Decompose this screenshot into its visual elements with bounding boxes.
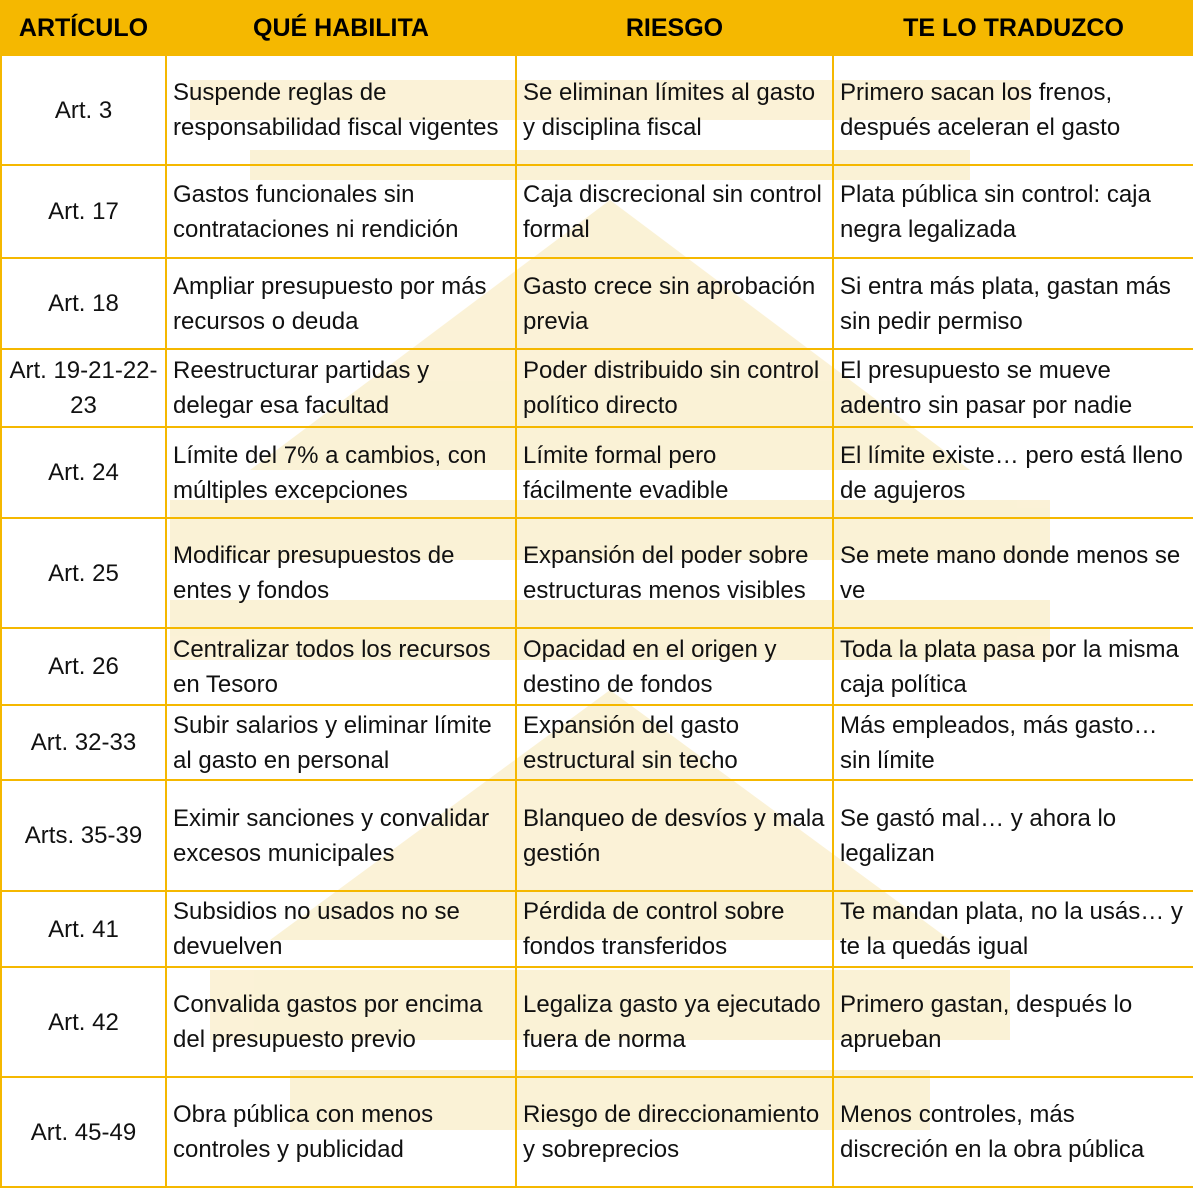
table-row xyxy=(1,1077,1193,1187)
cell-traduzco: Se gastó mal… y ahora lo legalizan xyxy=(833,780,1193,891)
cell-traduzco: El presupuesto se mueve adentro sin pasar por nadie xyxy=(833,349,1193,427)
cell-riesgo: Riesgo de direccionamiento y sobreprecios xyxy=(516,1077,833,1187)
cell-riesgo: Caja discrecional sin control formal xyxy=(516,165,833,258)
table-row xyxy=(1,967,1193,1077)
cell-traduzco: Menos controles, más discreción en la obra pública xyxy=(833,1077,1193,1187)
header-row xyxy=(1,1,1193,55)
cell-traduzco: Toda la plata pasa por la misma caja política xyxy=(833,628,1193,705)
cell-traduzco: Primero sacan los frenos, después aceleran el gasto xyxy=(833,55,1193,165)
cell-riesgo: Pérdida de control sobre fondos transferidos xyxy=(516,891,833,967)
table-row xyxy=(1,349,1193,427)
cell-traduzco: El límite existe… pero está lleno de agujeros xyxy=(833,427,1193,518)
cell-habilita: Subsidios no usados no se devuelven xyxy=(166,891,516,967)
cell-articulo: Art. 17 xyxy=(1,165,166,258)
cell-habilita: Centralizar todos los recursos en Tesoro xyxy=(166,628,516,705)
cell-articulo: Art. 45-49 xyxy=(1,1077,166,1187)
table-row xyxy=(1,628,1193,705)
table-row xyxy=(1,780,1193,891)
cell-riesgo: Gasto crece sin aprobación previa xyxy=(516,258,833,349)
header-que-habilita: QUÉ HABILITA xyxy=(166,1,516,55)
cell-riesgo: Opacidad en el origen y destino de fondos xyxy=(516,628,833,705)
cell-articulo: Art. 18 xyxy=(1,258,166,349)
cell-riesgo: Blanqueo de desvíos y mala gestión xyxy=(516,780,833,891)
cell-traduzco: Primero gastan, después lo aprueban xyxy=(833,967,1193,1077)
cell-habilita: Límite del 7% a cambios, con múltiples excepciones xyxy=(166,427,516,518)
table-row xyxy=(1,891,1193,967)
cell-traduzco: Se mete mano donde menos se ve xyxy=(833,518,1193,628)
table-row xyxy=(1,258,1193,349)
cell-habilita: Suspende reglas de responsabilidad fiscal vigentes xyxy=(166,55,516,165)
cell-articulo: Art. 42 xyxy=(1,967,166,1077)
cell-articulo: Art. 24 xyxy=(1,427,166,518)
cell-riesgo: Expansión del poder sobre estructuras menos visibles xyxy=(516,518,833,628)
cell-riesgo: Se eliminan límites al gasto y disciplina fiscal xyxy=(516,55,833,165)
cell-articulo: Art. 3 xyxy=(1,55,166,165)
cell-riesgo: Legaliza gasto ya ejecutado fuera de norma xyxy=(516,967,833,1077)
cell-articulo: Art. 25 xyxy=(1,518,166,628)
table-row xyxy=(1,55,1193,165)
table-row xyxy=(1,427,1193,518)
cell-articulo: Art. 26 xyxy=(1,628,166,705)
header-riesgo: RIESGO xyxy=(516,1,833,55)
cell-habilita: Convalida gastos por encima del presupuesto previo xyxy=(166,967,516,1077)
cell-traduzco: Si entra más plata, gastan más sin pedir permiso xyxy=(833,258,1193,349)
cell-traduzco: Más empleados, más gasto… sin límite xyxy=(833,705,1193,780)
cell-riesgo: Límite formal pero fácilmente evadible xyxy=(516,427,833,518)
table-row xyxy=(1,165,1193,258)
header-articulo: ARTÍCULO xyxy=(1,1,166,55)
table-row xyxy=(1,705,1193,780)
header-te-lo-traduzco: TE LO TRADUZCO xyxy=(833,1,1193,55)
cell-habilita: Eximir sanciones y convalidar excesos municipales xyxy=(166,780,516,891)
cell-habilita: Gastos funcionales sin contrataciones ni rendición xyxy=(166,165,516,258)
cell-articulo: Arts. 35-39 xyxy=(1,780,166,891)
cell-habilita: Subir salarios y eliminar límite al gasto en personal xyxy=(166,705,516,780)
cell-articulo: Art. 19-21-22-23 xyxy=(1,349,166,427)
cell-habilita: Obra pública con menos controles y publicidad xyxy=(166,1077,516,1187)
cell-articulo: Art. 32-33 xyxy=(1,705,166,780)
cell-traduzco: Plata pública sin control: caja negra legalizada xyxy=(833,165,1193,258)
cell-habilita: Ampliar presupuesto por más recursos o deuda xyxy=(166,258,516,349)
cell-articulo: Art. 41 xyxy=(1,891,166,967)
cell-habilita: Reestructurar partidas y delegar esa facultad xyxy=(166,349,516,427)
cell-traduzco: Te mandan plata, no la usás… y te la quedás igual xyxy=(833,891,1193,967)
cell-riesgo: Expansión del gasto estructural sin techo xyxy=(516,705,833,780)
cell-riesgo: Poder distribuido sin control político directo xyxy=(516,349,833,427)
table-row xyxy=(1,518,1193,628)
cell-habilita: Modificar presupuestos de entes y fondos xyxy=(166,518,516,628)
